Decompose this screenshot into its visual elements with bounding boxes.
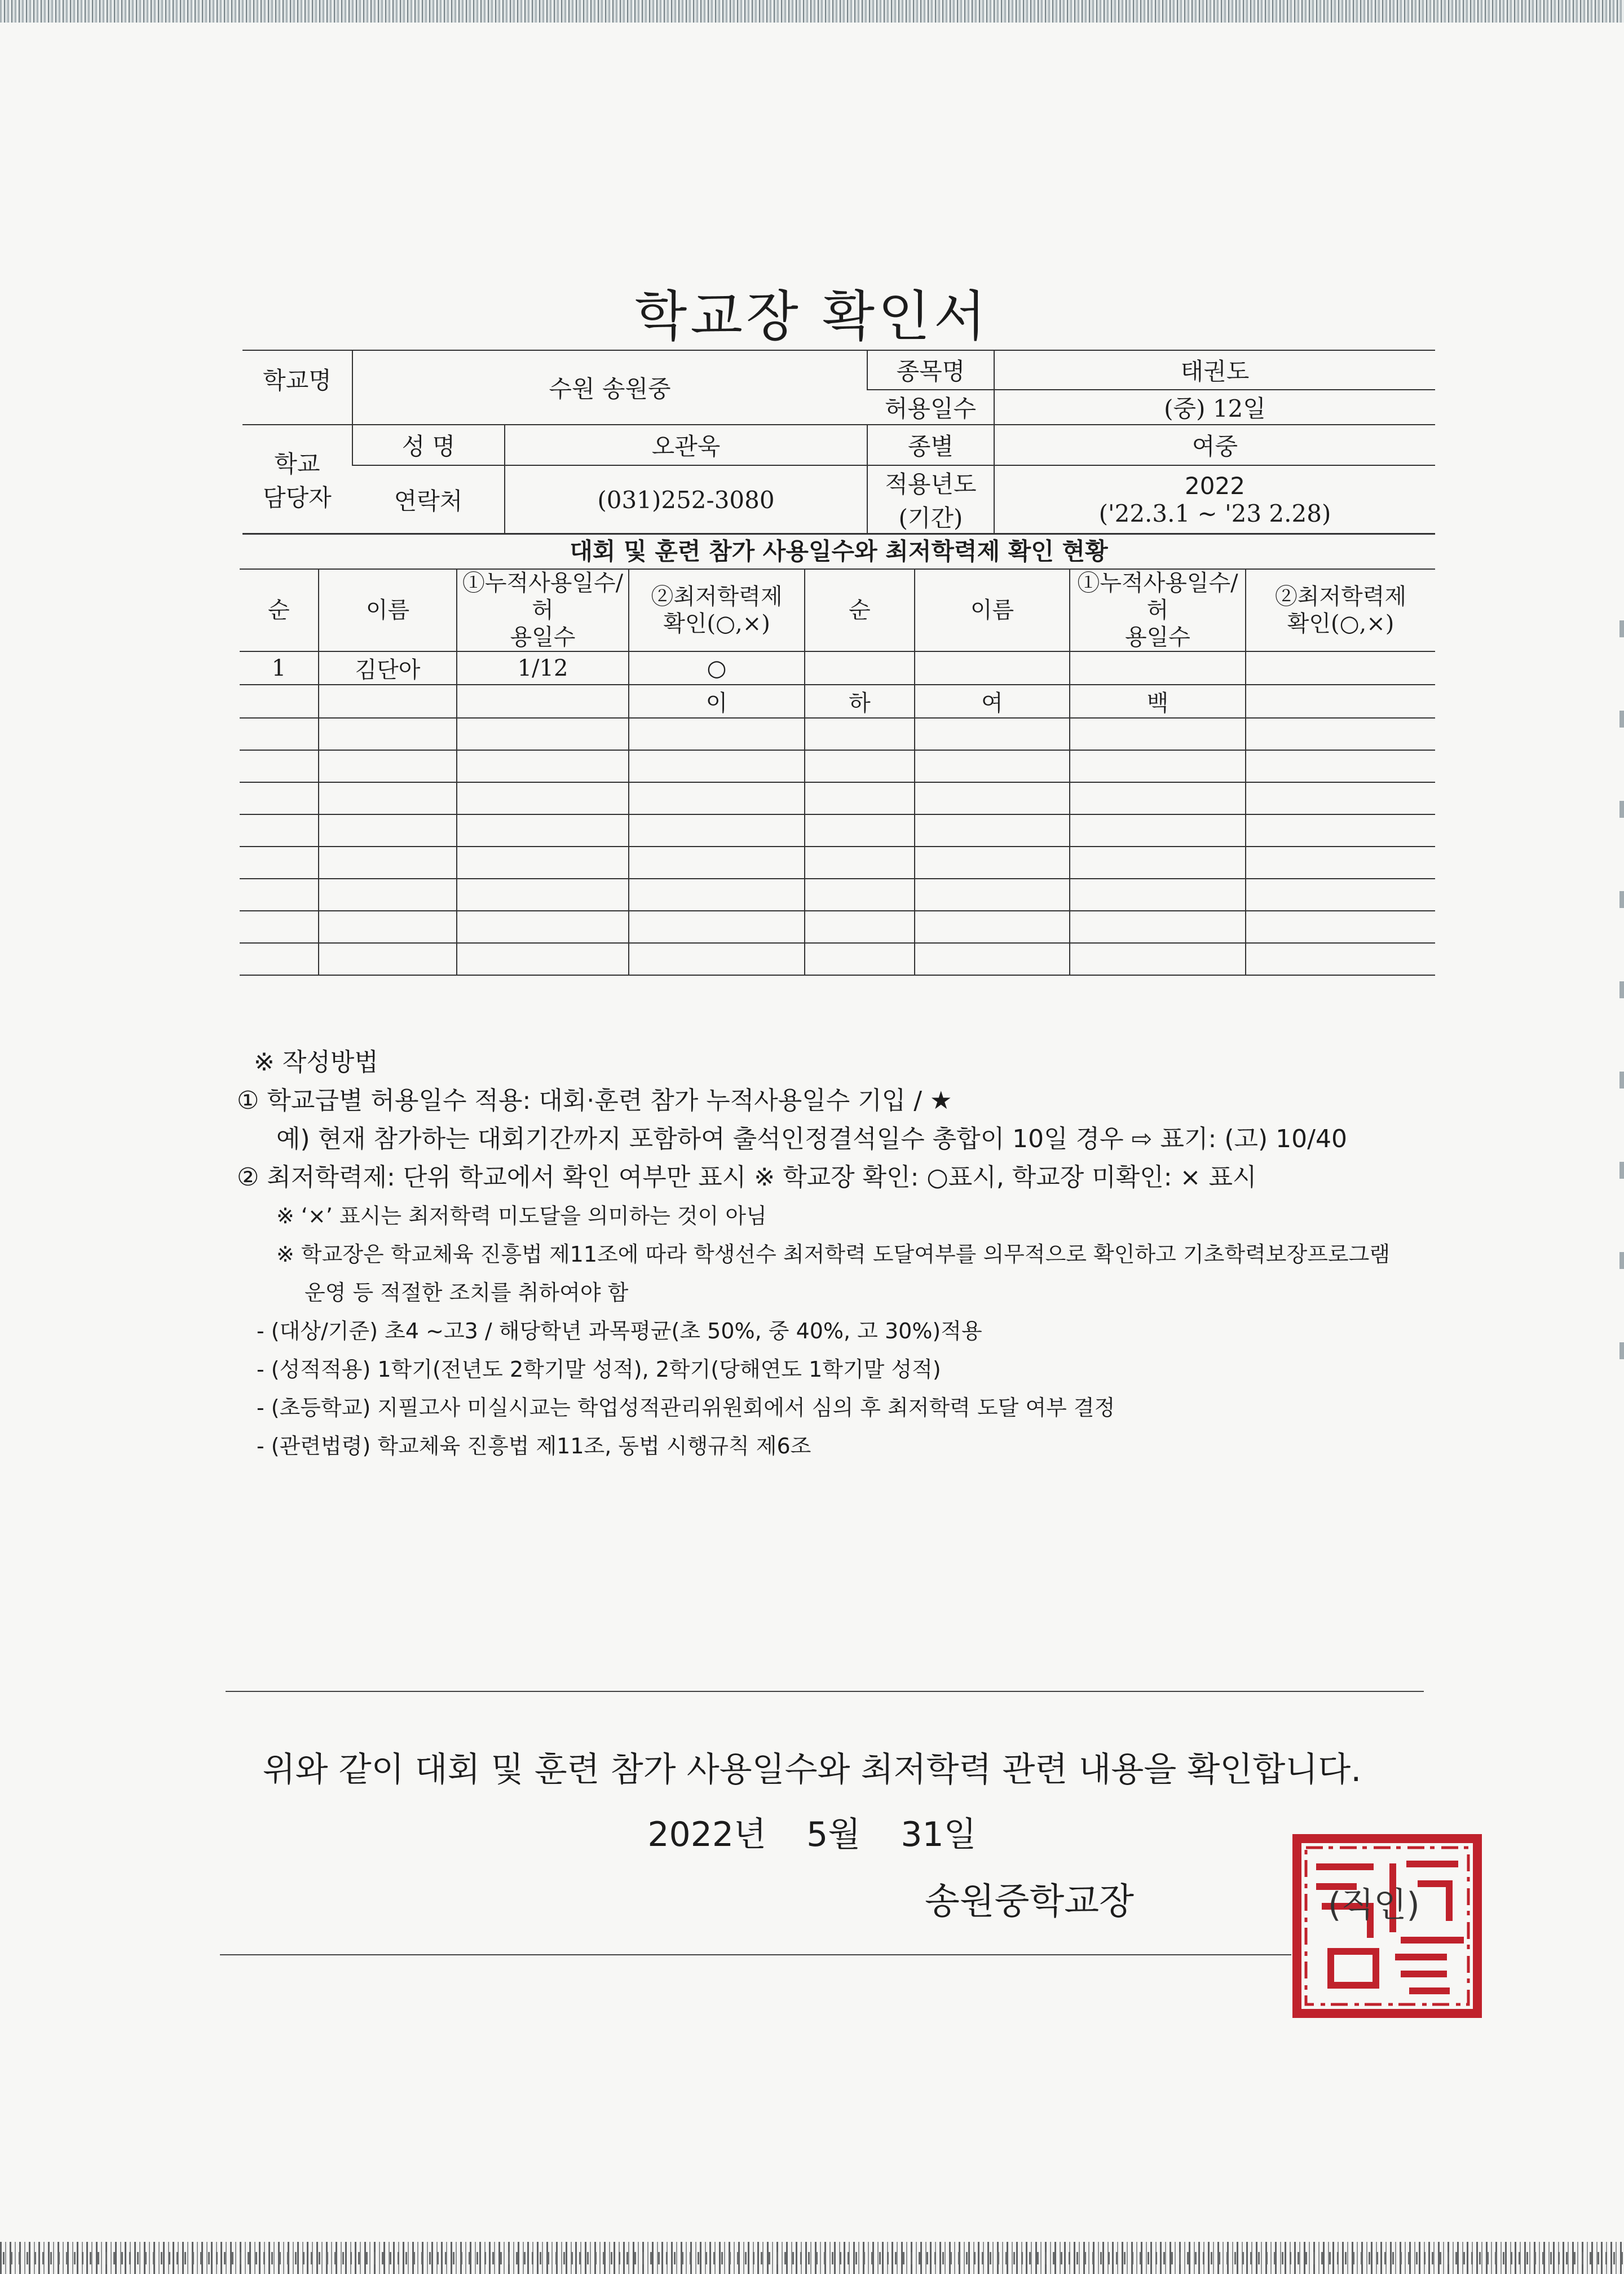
cell [1070,651,1246,685]
col-header-days-line1: ①누적사용일수/허 [462,570,624,623]
event-label: 종목명 [867,350,994,390]
period-value: ('22.3.1 ~ '23 2.28) [1098,500,1331,527]
allowed-days-label: 허용일수 [867,390,994,425]
cell: 여 [915,685,1070,718]
instructions [237,1043,1449,1465]
col-header-days-2-line1: ①누적사용일수/허 [1077,570,1238,623]
manager-label [242,425,352,534]
table-title: 대회 및 훈련 참가 사용일수와 최저학력제 확인 현황 [242,533,1435,569]
manager-label-line2: 담당자 [263,484,332,512]
col-header-min-2-line2: 확인(○,×) [1287,611,1394,637]
school-name-value: 수원 송원중 [352,350,867,425]
detail-1: - (대상/기준) 초4 ~고3 / 해당학년 과목평균(초 50%, 중 40%, 고 30%)적용 [257,1319,982,1343]
principal-name: 송원중학교장 [925,1881,1134,1923]
col-header-min [629,569,805,651]
paper-edge-top [0,0,1624,23]
table-row [240,879,1435,911]
note-2-b2: 운영 등 적절한 조치를 취하여야 함 [304,1280,629,1305]
col-header-min-line2: 확인(○,×) [663,611,770,637]
col-header-days [457,569,629,651]
table-row [240,782,1435,814]
col-header-no-2: 순 [805,569,915,651]
divider-bottom [220,1954,1291,1955]
school-info-table [242,350,1435,535]
detail-2: - (성적적용) 1학기(전년도 2학기말 성적), 2학기(당해연도 1학기말 성적) [257,1357,941,1382]
table-row [240,685,1435,718]
manager-label-line1: 학교 [274,450,320,478]
table-row [240,847,1435,879]
allowed-days-value: (중) 12일 [994,390,1435,425]
note-2-a: ※ ‘×’ 표시는 최저학력 미도달을 의미하는 것이 아님 [276,1204,767,1228]
table-row [240,943,1435,975]
cell [915,651,1070,685]
document-title: 학교장 확인서 [634,285,990,348]
table-row [240,651,1435,685]
event-value: 태권도 [994,350,1435,390]
cell: 김단아 [319,651,457,685]
col-header-days-2-line2: 용일수 [1125,624,1190,650]
table-row [240,750,1435,782]
note-1: ① 학교급별 허용일수 적용: 대회·훈련 참가 누적사용일수 기입 / ★ [237,1086,952,1115]
contact-label: 연락처 [352,465,505,534]
note-2-b1: ※ 학교장은 학교체육 진흥법 제11조에 따라 학생선수 최저학력 도달여부를 의무적으로 확인하고 기초학력보장프로그램 [276,1242,1391,1267]
col-header-min-2-line1: ②최저학력제 [1274,584,1407,610]
detail-3: - (초등학교) 지필고사 미실시교는 학업성적관리위원회에서 심의 후 최저학력 도달 여부 결정 [257,1395,1115,1420]
cell [319,685,457,718]
year-label-line1: 적용년도 [885,470,977,498]
year-label-line2: (기간) [898,504,963,532]
school-name-label: 학교명 [242,350,352,425]
col-header-days-line2: 용일수 [510,624,576,650]
category-label: 종별 [867,425,994,465]
cell: 1 [240,651,319,685]
status-table [240,568,1435,976]
year-label [867,465,994,534]
cell [1246,651,1435,685]
paper-edge-right [1619,620,1624,1410]
cell: ○ [629,651,805,685]
notes-heading: ※ 작성방법 [254,1048,378,1077]
col-header-days-2 [1070,569,1246,651]
cell: 백 [1070,685,1246,718]
note-2: ② 최저학력제: 단위 학교에서 확인 여부만 표시 ※ 학교장 확인: ○표시, 학교장 미확인: × 표시 [237,1163,1257,1192]
year-value-cell [994,465,1435,534]
cell [805,651,915,685]
date-day: 31일 [901,1815,977,1854]
col-header-name-2: 이름 [915,569,1070,651]
cell [240,685,319,718]
paper-edge-bottom [0,2242,1624,2274]
col-header-min-line1: ②최저학력제 [651,584,783,610]
category-value: 여중 [994,425,1435,465]
col-header-min-2 [1246,569,1435,651]
date-month: 5월 [806,1815,861,1854]
manager-name-value: 오관욱 [505,425,867,465]
cell: 이 [629,685,805,718]
date-year: 2022년 [647,1815,767,1854]
cell: 1/12 [457,651,629,685]
note-1-example: 예) 현재 참가하는 대회기간까지 포함하여 출석인정결석일수 총합이 10일 경우 ⇨ 표기: (고) 10/40 [276,1125,1347,1153]
col-header-no: 순 [240,569,319,651]
seal-label: (직인) [1328,1885,1420,1925]
table-row [240,718,1435,750]
cell [1246,685,1435,718]
divider-top [226,1691,1424,1692]
table-row [240,911,1435,943]
year-value: 2022 [1185,472,1245,500]
col-header-name: 이름 [319,569,457,651]
table-row [240,814,1435,847]
cell [457,685,629,718]
contact-value: (031)252-3080 [505,465,867,534]
confirmation-text: 위와 같이 대회 및 훈련 참가 사용일수와 최저학력 관련 내용을 확인합니다. [262,1750,1362,1790]
detail-4: - (관련법령) 학교체육 진흥법 제11조, 동법 시행규칙 제6조 [257,1434,811,1458]
manager-name-label: 성 명 [352,425,505,465]
cell: 하 [805,685,915,718]
